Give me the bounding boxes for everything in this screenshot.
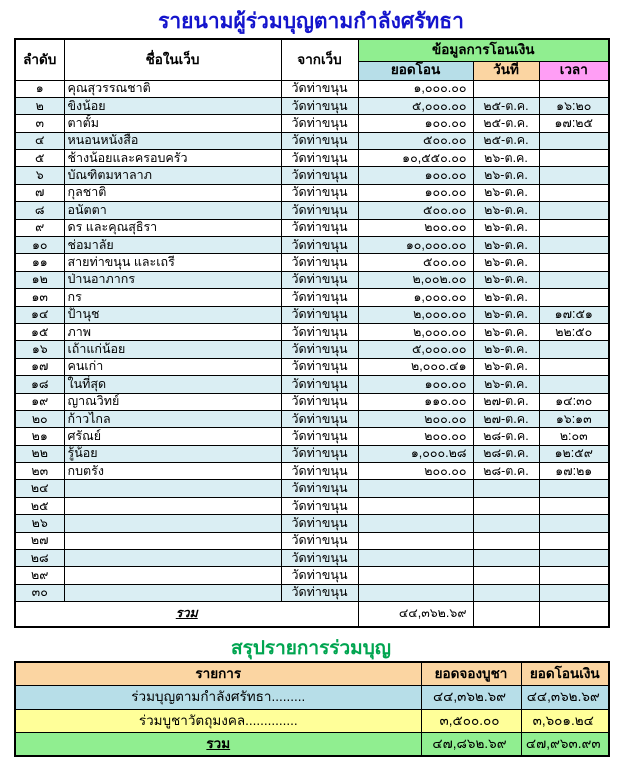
cell-name: ในที่สุด bbox=[64, 376, 281, 393]
cell-from: วัดท่าขนุน bbox=[281, 463, 358, 480]
cell-from: วัดท่าขนุน bbox=[281, 80, 358, 97]
summary-item-pledged: ๔๔,๓๖๒.๖๙ bbox=[421, 686, 521, 710]
cell-amount: ๒,๐๐๒.๐๐ bbox=[358, 271, 473, 288]
header-amount: ยอดโอน bbox=[358, 61, 473, 80]
cell-time: ๑๗:๕๑ bbox=[539, 306, 609, 323]
cell-from: วัดท่าขนุน bbox=[281, 428, 358, 445]
cell-amount: ๒,๐๐๐.๐๐ bbox=[358, 323, 473, 340]
cell-time bbox=[539, 376, 609, 393]
cell-amount bbox=[358, 480, 473, 497]
summary-header-pledged: ยอดจองบูชา bbox=[421, 662, 521, 686]
table-row bbox=[15, 80, 609, 97]
cell-date bbox=[473, 480, 539, 497]
cell-index: ๒๘ bbox=[15, 550, 64, 567]
table-row bbox=[15, 497, 609, 514]
cell-date: ๒๖-ต.ค. bbox=[473, 271, 539, 288]
cell-name: ขิงน้อย bbox=[64, 97, 281, 114]
summary-row-grand-total bbox=[15, 733, 609, 757]
cell-time bbox=[539, 358, 609, 375]
total-label: รวม bbox=[15, 602, 358, 627]
header-from: จากเว็บ bbox=[281, 39, 358, 80]
table-row bbox=[15, 532, 609, 549]
cell-time bbox=[539, 254, 609, 271]
cell-name: สายท่าขนุน และเถรี bbox=[64, 254, 281, 271]
cell-from: วัดท่าขนุน bbox=[281, 184, 358, 201]
cell-date: ๒๕-ต.ค. bbox=[473, 115, 539, 132]
cell-date: ๒๖-ต.ค. bbox=[473, 202, 539, 219]
donor-table-body bbox=[15, 80, 609, 602]
cell-name: คนเก่า bbox=[64, 358, 281, 375]
cell-time: ๑๖:๒๐ bbox=[539, 97, 609, 114]
table-row bbox=[15, 515, 609, 532]
cell-time bbox=[539, 584, 609, 601]
cell-name bbox=[64, 567, 281, 584]
table-row bbox=[15, 341, 609, 358]
cell-amount bbox=[358, 584, 473, 601]
table-row bbox=[15, 132, 609, 149]
cell-from: วัดท่าขนุน bbox=[281, 567, 358, 584]
cell-date bbox=[473, 80, 539, 97]
cell-index: ๕ bbox=[15, 150, 64, 167]
cell-date: ๒๖-ต.ค. bbox=[473, 219, 539, 236]
table-row bbox=[15, 306, 609, 323]
cell-date: ๒๖-ต.ค. bbox=[473, 237, 539, 254]
cell-time bbox=[539, 497, 609, 514]
summary-item-label: ร่วมบุญตามกำลังศรัทธา......... bbox=[15, 686, 421, 710]
cell-name: ตาตั้ม bbox=[64, 115, 281, 132]
cell-amount: ๕,๐๐๐.๐๐ bbox=[358, 341, 473, 358]
cell-date: ๒๗-ต.ค. bbox=[473, 393, 539, 410]
cell-date bbox=[473, 584, 539, 601]
cell-name bbox=[64, 515, 281, 532]
cell-date bbox=[473, 515, 539, 532]
cell-time: ๒๒:๕๐ bbox=[539, 323, 609, 340]
table-row bbox=[15, 445, 609, 462]
cell-from: วัดท่าขนุน bbox=[281, 97, 358, 114]
cell-from: วัดท่าขนุน bbox=[281, 515, 358, 532]
cell-name: รู้น้อย bbox=[64, 445, 281, 462]
cell-date: ๒๘-ต.ค. bbox=[473, 445, 539, 462]
cell-date: ๒๖-ต.ค. bbox=[473, 167, 539, 184]
cell-name: กบตรัง bbox=[64, 463, 281, 480]
table-row bbox=[15, 584, 609, 601]
table-row bbox=[15, 410, 609, 427]
cell-amount: ๑๐,๕๕๐.๐๐ bbox=[358, 150, 473, 167]
cell-from: วัดท่าขนุน bbox=[281, 341, 358, 358]
cell-date: ๒๖-ต.ค. bbox=[473, 323, 539, 340]
cell-amount: ๒๐๐.๐๐ bbox=[358, 410, 473, 427]
cell-time bbox=[539, 219, 609, 236]
table-row bbox=[15, 376, 609, 393]
table-row bbox=[15, 237, 609, 254]
table-row bbox=[15, 254, 609, 271]
cell-amount: ๑๐๐.๐๐ bbox=[358, 115, 473, 132]
cell-amount bbox=[358, 550, 473, 567]
cell-amount: ๑,๐๐๐.๒๘ bbox=[358, 445, 473, 462]
summary-item-transferred: ๓,๖๐๑.๒๔ bbox=[521, 709, 609, 733]
cell-from: วัดท่าขนุน bbox=[281, 202, 358, 219]
summary-total-pledged: ๔๗,๘๖๒.๖๙ bbox=[421, 733, 521, 757]
cell-date: ๒๘-ต.ค. bbox=[473, 463, 539, 480]
cell-name: ป้านุช bbox=[64, 306, 281, 323]
cell-amount: ๒,๐๐๐.๔๑ bbox=[358, 358, 473, 375]
summary-table-body bbox=[15, 686, 609, 757]
cell-date bbox=[473, 550, 539, 567]
summary-table bbox=[14, 661, 610, 757]
summary-row-faith-donation bbox=[15, 686, 609, 710]
cell-amount: ๑๐๐.๐๐ bbox=[358, 376, 473, 393]
cell-time: ๒:๐๓ bbox=[539, 428, 609, 445]
cell-index: ๒๓ bbox=[15, 463, 64, 480]
cell-index: ๑๖ bbox=[15, 341, 64, 358]
cell-from: วัดท่าขนุน bbox=[281, 358, 358, 375]
cell-amount: ๕๐๐.๐๐ bbox=[358, 254, 473, 271]
cell-index: ๑๓ bbox=[15, 289, 64, 306]
cell-index: ๒๗ bbox=[15, 532, 64, 549]
cell-from: วัดท่าขนุน bbox=[281, 497, 358, 514]
cell-time bbox=[539, 289, 609, 306]
summary-item-label: ร่วมบูชาวัตถุมงคล.............. bbox=[15, 709, 421, 733]
cell-name: ช่อมาลัย bbox=[64, 237, 281, 254]
cell-name bbox=[64, 550, 281, 567]
cell-amount: ๒๐๐.๐๐ bbox=[358, 428, 473, 445]
cell-index: ๑๐ bbox=[15, 237, 64, 254]
summary-table-header bbox=[15, 662, 609, 686]
cell-from: วัดท่าขนุน bbox=[281, 115, 358, 132]
header-date: วันที่ bbox=[473, 61, 539, 80]
cell-index: ๑ bbox=[15, 80, 64, 97]
cell-name: หนอนหนังสือ bbox=[64, 132, 281, 149]
cell-name bbox=[64, 480, 281, 497]
header-transfer-group: ข้อมูลการโอนเงิน bbox=[358, 39, 609, 61]
table-row bbox=[15, 167, 609, 184]
cell-amount bbox=[358, 532, 473, 549]
cell-amount bbox=[358, 497, 473, 514]
cell-name: ช้างน้อยและครอบครัว bbox=[64, 150, 281, 167]
cell-time bbox=[539, 80, 609, 97]
table-row bbox=[15, 202, 609, 219]
cell-name: กุลชาติ bbox=[64, 184, 281, 201]
cell-date bbox=[473, 567, 539, 584]
cell-time bbox=[539, 480, 609, 497]
cell-name bbox=[64, 584, 281, 601]
cell-time bbox=[539, 532, 609, 549]
cell-name: คุณสุวรรณชาติ bbox=[64, 80, 281, 97]
cell-name bbox=[64, 497, 281, 514]
cell-index: ๒๐ bbox=[15, 410, 64, 427]
cell-from: วัดท่าขนุน bbox=[281, 550, 358, 567]
cell-name: กร bbox=[64, 289, 281, 306]
cell-index: ๑๙ bbox=[15, 393, 64, 410]
cell-index: ๓ bbox=[15, 115, 64, 132]
cell-amount: ๕๐๐.๐๐ bbox=[358, 132, 473, 149]
cell-from: วัดท่าขนุน bbox=[281, 376, 358, 393]
cell-date: ๒๘-ต.ค. bbox=[473, 428, 539, 445]
cell-time: ๑๖:๑๓ bbox=[539, 410, 609, 427]
cell-time: ๑๗:๒๑ bbox=[539, 463, 609, 480]
cell-index: ๗ bbox=[15, 184, 64, 201]
header-index: ลำดับ bbox=[15, 39, 64, 80]
cell-date: ๒๖-ต.ค. bbox=[473, 306, 539, 323]
table-row bbox=[15, 150, 609, 167]
donor-table bbox=[14, 38, 610, 628]
cell-time bbox=[539, 237, 609, 254]
cell-name: ป่านอาภากร bbox=[64, 271, 281, 288]
cell-date: ๒๖-ต.ค. bbox=[473, 376, 539, 393]
cell-amount: ๕,๐๐๐.๐๐ bbox=[358, 97, 473, 114]
cell-name: อนัตตา bbox=[64, 202, 281, 219]
cell-amount bbox=[358, 515, 473, 532]
cell-time bbox=[539, 341, 609, 358]
cell-index: ๒๔ bbox=[15, 480, 64, 497]
total-time-empty bbox=[539, 602, 609, 627]
cell-index: ๔ bbox=[15, 132, 64, 149]
cell-time bbox=[539, 271, 609, 288]
cell-amount: ๑,๐๐๐.๐๐ bbox=[358, 289, 473, 306]
cell-index: ๖ bbox=[15, 167, 64, 184]
cell-time bbox=[539, 184, 609, 201]
cell-time bbox=[539, 515, 609, 532]
summary-total-transferred: ๔๗,๙๖๓.๙๓ bbox=[521, 733, 609, 757]
cell-name bbox=[64, 532, 281, 549]
cell-from: วัดท่าขนุน bbox=[281, 445, 358, 462]
cell-amount: ๒,๐๐๐.๐๐ bbox=[358, 306, 473, 323]
cell-from: วัดท่าขนุน bbox=[281, 167, 358, 184]
table-row bbox=[15, 289, 609, 306]
cell-time bbox=[539, 167, 609, 184]
cell-name: เถ้าแก่น้อย bbox=[64, 341, 281, 358]
cell-time bbox=[539, 202, 609, 219]
cell-from: วัดท่าขนุน bbox=[281, 393, 358, 410]
cell-index: ๑๘ bbox=[15, 376, 64, 393]
cell-date: ๒๖-ต.ค. bbox=[473, 341, 539, 358]
cell-index: ๑๑ bbox=[15, 254, 64, 271]
cell-index: ๑๕ bbox=[15, 323, 64, 340]
table-row bbox=[15, 219, 609, 236]
cell-name: ภาพ bbox=[64, 323, 281, 340]
cell-date: ๒๖-ต.ค. bbox=[473, 358, 539, 375]
header-name: ชื่อในเว็บ bbox=[64, 39, 281, 80]
summary-item-pledged: ๓,๕๐๐.๐๐ bbox=[421, 709, 521, 733]
table-row bbox=[15, 463, 609, 480]
table-row bbox=[15, 97, 609, 114]
cell-from: วัดท่าขนุน bbox=[281, 584, 358, 601]
donor-table-header bbox=[15, 39, 609, 80]
table-row bbox=[15, 567, 609, 584]
cell-name: ญาณวิทย์ bbox=[64, 393, 281, 410]
table-row bbox=[15, 271, 609, 288]
cell-index: ๒๕ bbox=[15, 497, 64, 514]
table-row bbox=[15, 480, 609, 497]
cell-date: ๒๗-ต.ค. bbox=[473, 410, 539, 427]
cell-from: วัดท่าขนุน bbox=[281, 410, 358, 427]
cell-date: ๒๖-ต.ค. bbox=[473, 184, 539, 201]
cell-time: ๑๒:๕๙ bbox=[539, 445, 609, 462]
table-row bbox=[15, 428, 609, 445]
cell-date: ๒๖-ต.ค. bbox=[473, 254, 539, 271]
cell-index: ๓๐ bbox=[15, 584, 64, 601]
cell-date bbox=[473, 532, 539, 549]
table-row bbox=[15, 115, 609, 132]
table-row bbox=[15, 550, 609, 567]
summary-total-label: รวม bbox=[15, 733, 421, 757]
cell-date bbox=[473, 497, 539, 514]
cell-from: วัดท่าขนุน bbox=[281, 323, 358, 340]
summary-item-transferred: ๔๔,๓๖๒.๖๙ bbox=[521, 686, 609, 710]
cell-from: วัดท่าขนุน bbox=[281, 237, 358, 254]
donor-table-footer bbox=[15, 602, 609, 627]
cell-amount: ๒๐๐.๐๐ bbox=[358, 219, 473, 236]
cell-name: ก้าวไกล bbox=[64, 410, 281, 427]
cell-index: ๒๒ bbox=[15, 445, 64, 462]
cell-time: ๑๔:๓๐ bbox=[539, 393, 609, 410]
cell-date: ๒๖-ต.ค. bbox=[473, 150, 539, 167]
cell-time bbox=[539, 567, 609, 584]
cell-index: ๑๗ bbox=[15, 358, 64, 375]
cell-index: ๒๙ bbox=[15, 567, 64, 584]
cell-name: ดร และคุณสุธิรา bbox=[64, 219, 281, 236]
cell-from: วัดท่าขนุน bbox=[281, 150, 358, 167]
cell-index: ๑๔ bbox=[15, 306, 64, 323]
summary-row-amulet-donation bbox=[15, 709, 609, 733]
cell-date: ๒๖-ต.ค. bbox=[473, 289, 539, 306]
cell-amount: ๑,๐๐๐.๐๐ bbox=[358, 80, 473, 97]
cell-index: ๑๒ bbox=[15, 271, 64, 288]
cell-index: ๒ bbox=[15, 97, 64, 114]
cell-from: วัดท่าขนุน bbox=[281, 306, 358, 323]
table-row bbox=[15, 393, 609, 410]
cell-from: วัดท่าขนุน bbox=[281, 132, 358, 149]
cell-from: วัดท่าขนุน bbox=[281, 271, 358, 288]
cell-index: ๒๖ bbox=[15, 515, 64, 532]
cell-amount bbox=[358, 567, 473, 584]
cell-amount: ๑๑๐.๐๐ bbox=[358, 393, 473, 410]
cell-from: วัดท่าขนุน bbox=[281, 480, 358, 497]
total-date-empty bbox=[473, 602, 539, 627]
cell-name: บัณฑิตมหาลาภ bbox=[64, 167, 281, 184]
cell-date: ๒๕-ต.ค. bbox=[473, 97, 539, 114]
cell-time bbox=[539, 550, 609, 567]
cell-time: ๑๗:๒๕ bbox=[539, 115, 609, 132]
cell-name: ศรัณย์ bbox=[64, 428, 281, 445]
cell-amount: ๒๐๐.๐๐ bbox=[358, 463, 473, 480]
summary-header-transferred: ยอดโอนเงิน bbox=[521, 662, 609, 686]
cell-index: ๒๑ bbox=[15, 428, 64, 445]
table-row bbox=[15, 323, 609, 340]
cell-index: ๙ bbox=[15, 219, 64, 236]
cell-from: วัดท่าขนุน bbox=[281, 289, 358, 306]
total-amount: ๔๔,๓๖๒.๖๙ bbox=[358, 602, 473, 627]
table-row bbox=[15, 184, 609, 201]
header-time: เวลา bbox=[539, 61, 609, 80]
cell-time bbox=[539, 150, 609, 167]
cell-date: ๒๕-ต.ค. bbox=[473, 132, 539, 149]
cell-from: วัดท่าขนุน bbox=[281, 532, 358, 549]
cell-amount: ๕๐๐.๐๐ bbox=[358, 202, 473, 219]
cell-amount: ๑๐,๐๐๐.๐๐ bbox=[358, 237, 473, 254]
cell-amount: ๑๐๐.๐๐ bbox=[358, 184, 473, 201]
cell-time bbox=[539, 132, 609, 149]
table-row bbox=[15, 358, 609, 375]
summary-header-item: รายการ bbox=[15, 662, 421, 686]
summary-title: สรุปรายการร่วมบุญ bbox=[231, 638, 391, 659]
page-title: รายนามผู้ร่วมบุญตามกำลังศรัทธา bbox=[158, 10, 464, 33]
cell-index: ๘ bbox=[15, 202, 64, 219]
cell-from: วัดท่าขนุน bbox=[281, 219, 358, 236]
cell-from: วัดท่าขนุน bbox=[281, 254, 358, 271]
cell-amount: ๑๐๐.๐๐ bbox=[358, 167, 473, 184]
